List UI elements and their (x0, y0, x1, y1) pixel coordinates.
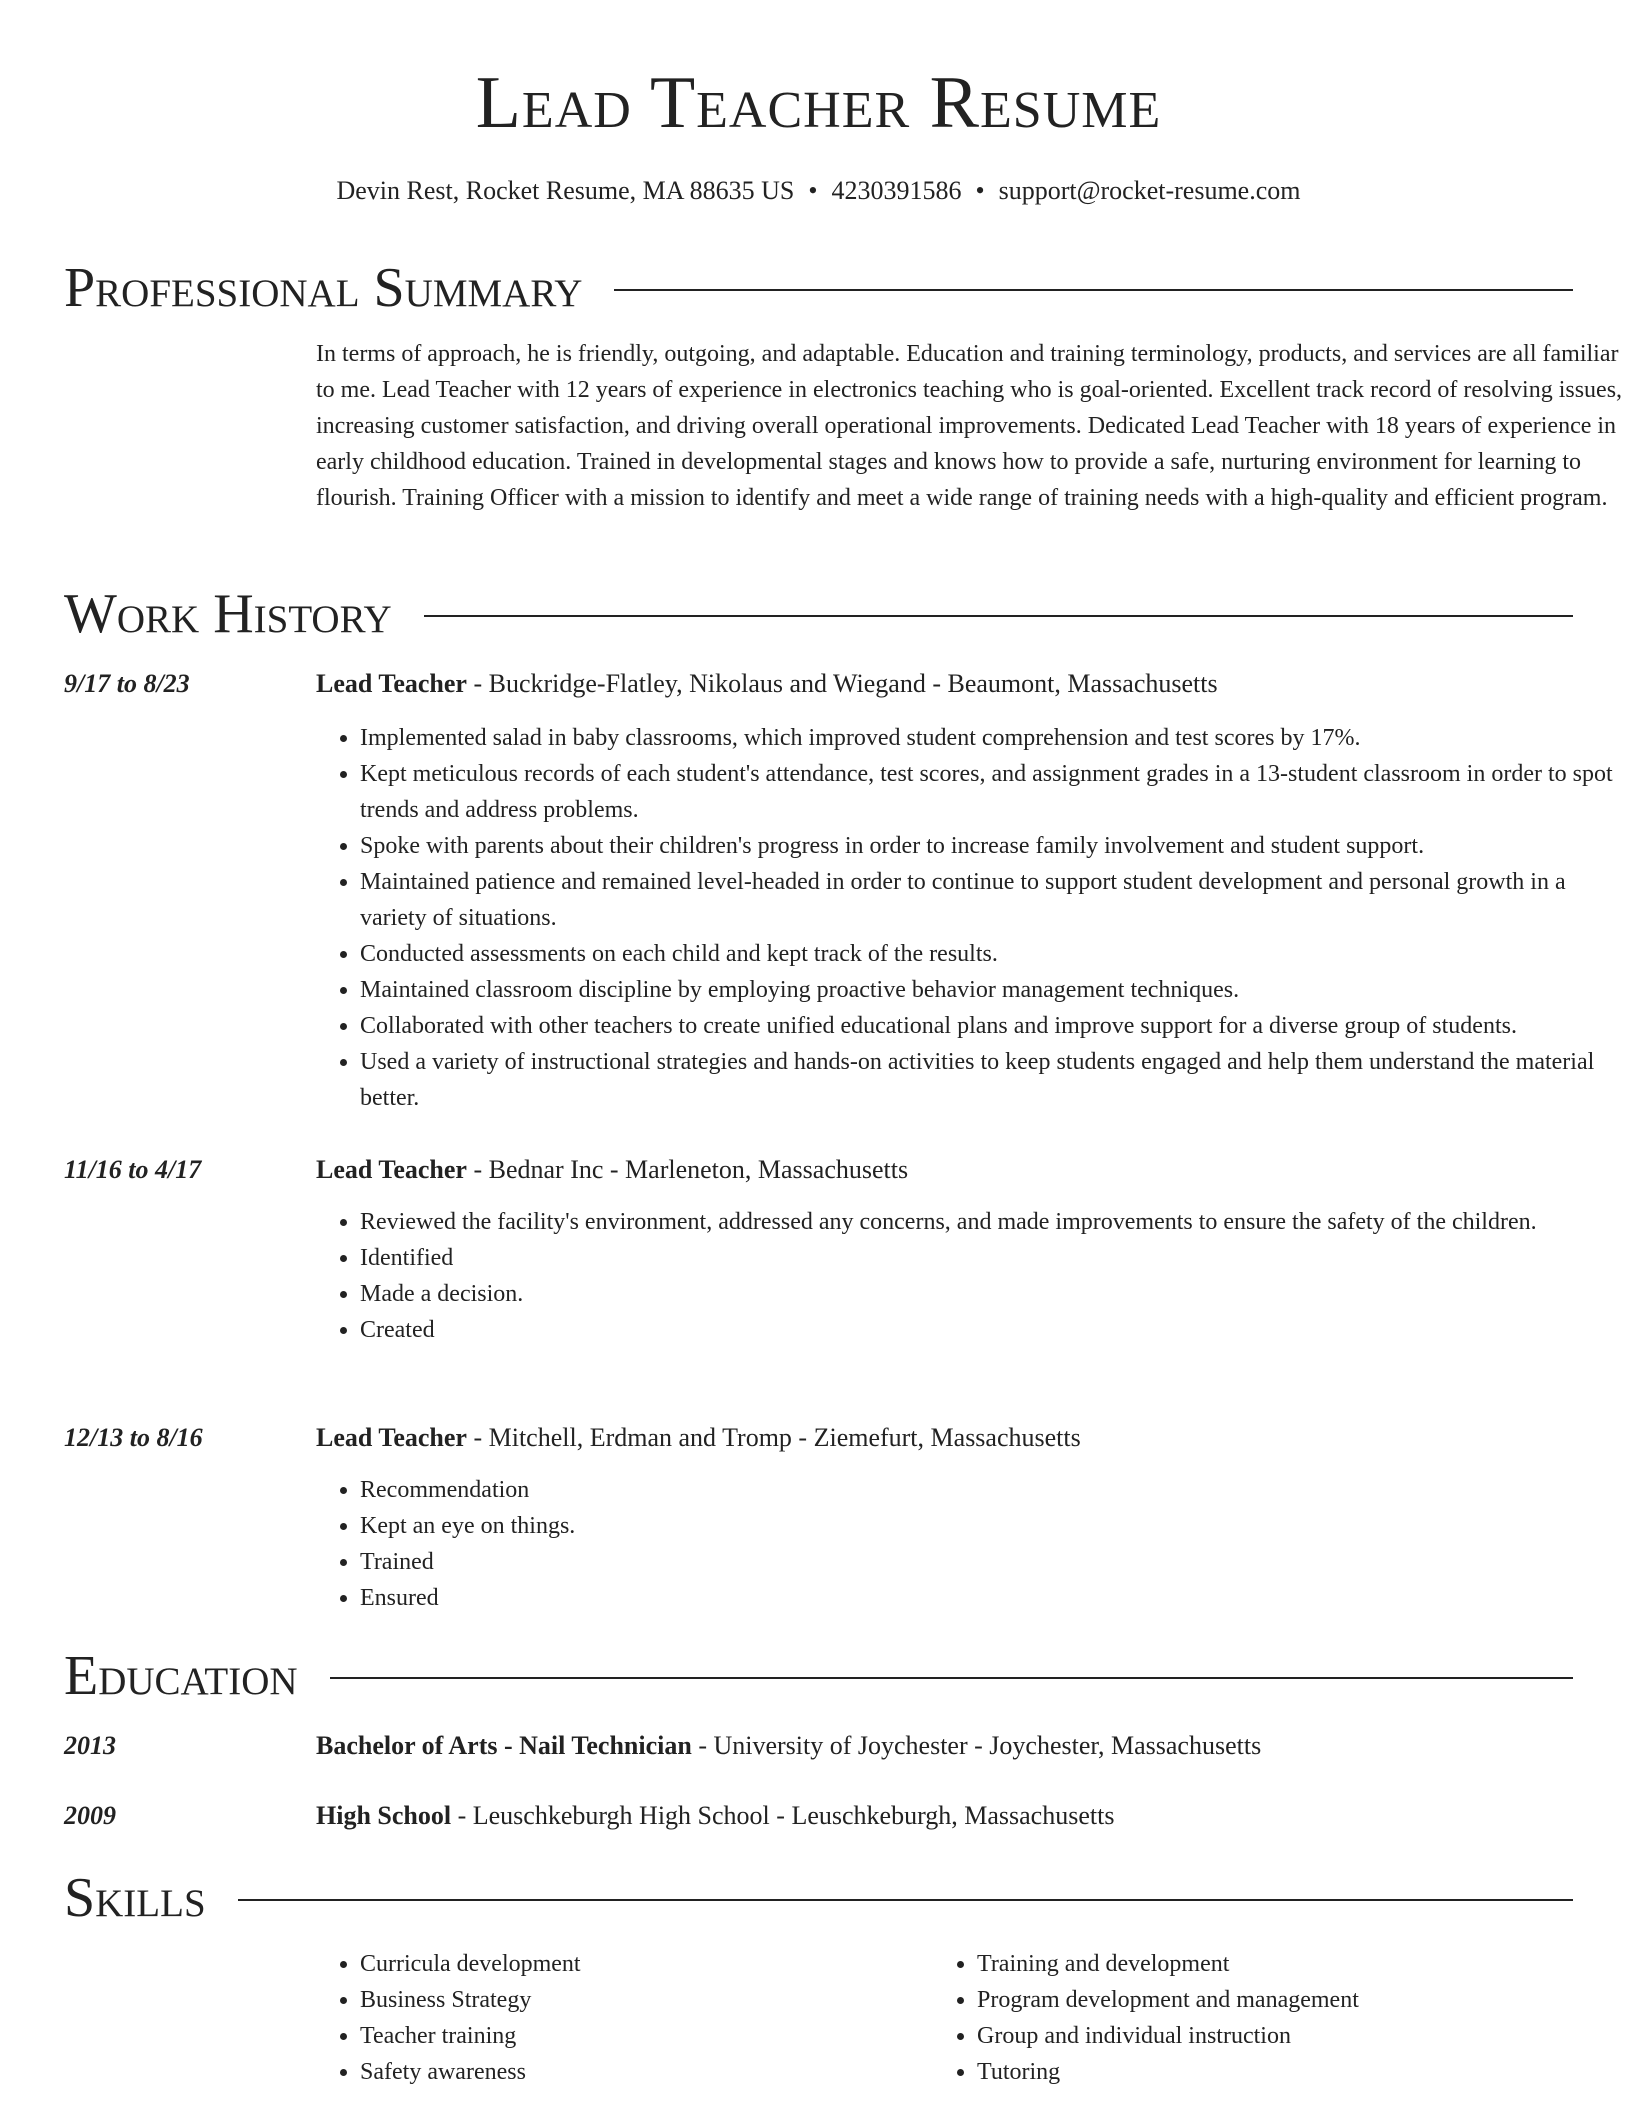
section-title: Education (64, 1645, 298, 1707)
section-divider (424, 615, 1573, 617)
contact-phone: 4230391586 (831, 176, 962, 205)
section-header-summary (64, 256, 1573, 320)
skills-list-left (316, 1946, 920, 2090)
skill-item: • Group and individual instruction (977, 2018, 1537, 2054)
summary-text: In terms of approach, he is friendly, outgoing, and adaptable. Education and training terminology, products, and services are all familiar to me. Lead Teacher with 12 years of experience in electronics teaching who is goal-oriented. Excellent track record of resolving issues, increasing customer satisfaction, and driving overall operational improvements. Dedicated Lead Teacher with 18 years of experience in early childhood education. Trained in developmental stages and knows how to provide a safe, nurturing environment for learning to flourish. Training Officer with a mission to identify and meet a wide range of training needs with a high-quality and efficient program. (316, 341, 1623, 511)
section-title: Skills (64, 1867, 206, 1929)
education-entry (316, 1728, 1576, 1764)
list-item: • Recommendation (360, 1472, 1620, 1508)
education-year: 2009 (64, 1801, 116, 1830)
section-header-education (64, 1644, 1573, 1708)
skill-item: • Curricula development (360, 1946, 920, 1982)
section-divider (330, 1677, 1573, 1679)
list-item: • Conducted assessments on each child and kept track of the results. (360, 936, 1620, 972)
list-item: • Kept meticulous records of each student's attendance, test scores, and assignment grades in a 13-student classroom in order to spot trends and address problems. (360, 756, 1620, 828)
section-divider (614, 289, 1573, 291)
list-item: • Made a decision. (360, 1276, 1620, 1312)
job-details: - Bednar Inc - Marleneton, Massachusetts (466, 1155, 909, 1184)
list-item: • Created (360, 1312, 1620, 1348)
list-item: • Ensured (360, 1580, 1620, 1616)
job-heading (316, 666, 1576, 702)
section-header-skills (64, 1866, 1573, 1930)
education-year: 2013 (64, 1731, 116, 1760)
job-details: - Mitchell, Erdman and Tromp - Ziemefurt, Massachusetts (466, 1423, 1081, 1452)
list-item: • Kept an eye on things. (360, 1508, 1620, 1544)
job-dates: 11/16 to 4/17 (64, 1155, 202, 1184)
list-item: • Used a variety of instructional strategies and hands-on activities to keep students engaged and help them understand the material better. (360, 1044, 1620, 1116)
skill-item: • Safety awareness (360, 2054, 920, 2090)
section-header-work (64, 582, 1573, 646)
job-bullets (316, 1472, 1620, 1616)
section-divider (238, 1899, 1573, 1901)
job-heading (316, 1152, 1576, 1188)
skill-item: • Teacher training (360, 2018, 920, 2054)
job-details: - Buckridge-Flatley, Nikolaus and Wiegand - Beaumont, Massachusetts (466, 669, 1218, 698)
skill-item: • Training and development (977, 1946, 1537, 1982)
job-dates: 9/17 to 8/23 (64, 669, 190, 698)
list-item: • Reviewed the facility's environment, addressed any concerns, and made improvements to ensure the safety of the children. (360, 1204, 1620, 1240)
skills-list-right (933, 1946, 1537, 2090)
job-title: Lead Teacher (316, 1155, 467, 1184)
contact-line (64, 174, 1573, 208)
page-title: Lead Teacher Resume (475, 62, 1162, 144)
contact-email: support@rocket-resume.com (998, 176, 1301, 205)
section-title: Work History (64, 583, 392, 645)
education-entry (316, 1798, 1576, 1834)
section-title: Professional Summary (64, 257, 583, 319)
list-item: • Trained (360, 1544, 1620, 1580)
education-details: - Leuschkeburgh High School - Leuschkeburgh, Massachusetts (451, 1801, 1115, 1830)
skill-item: • Tutoring (977, 2054, 1537, 2090)
education-degree: Bachelor of Arts - Nail Technician (316, 1731, 692, 1760)
education-details: - University of Joychester - Joychester, Massachusetts (691, 1731, 1262, 1760)
list-item: • Spoke with parents about their children's progress in order to increase family involvement and student support. (360, 828, 1620, 864)
education-degree: High School (316, 1801, 452, 1830)
job-heading (316, 1420, 1576, 1456)
skill-item: • Business Strategy (360, 1982, 920, 2018)
contact-address: Devin Rest, Rocket Resume, MA 88635 US (336, 176, 795, 205)
job-bullets (316, 720, 1620, 1116)
list-item: • Maintained patience and remained level-headed in order to continue to support student development and personal growth in a variety of situations. (360, 864, 1620, 936)
job-title: Lead Teacher (316, 1423, 467, 1452)
job-title: Lead Teacher (316, 669, 467, 698)
list-item: • Maintained classroom discipline by employing proactive behavior management techniques. (360, 972, 1620, 1008)
list-item: • Implemented salad in baby classrooms, which improved student comprehension and test scores by 17%. (360, 720, 1620, 756)
contact-separator: • (808, 176, 818, 205)
list-item: • Identified (360, 1240, 1620, 1276)
skill-item: • Program development and management (977, 1982, 1537, 2018)
contact-separator: • (975, 176, 985, 205)
job-bullets (316, 1204, 1620, 1348)
list-item: • Collaborated with other teachers to create unified educational plans and improve support for a diverse group of students. (360, 1008, 1620, 1044)
job-dates: 12/13 to 8/16 (64, 1423, 203, 1452)
